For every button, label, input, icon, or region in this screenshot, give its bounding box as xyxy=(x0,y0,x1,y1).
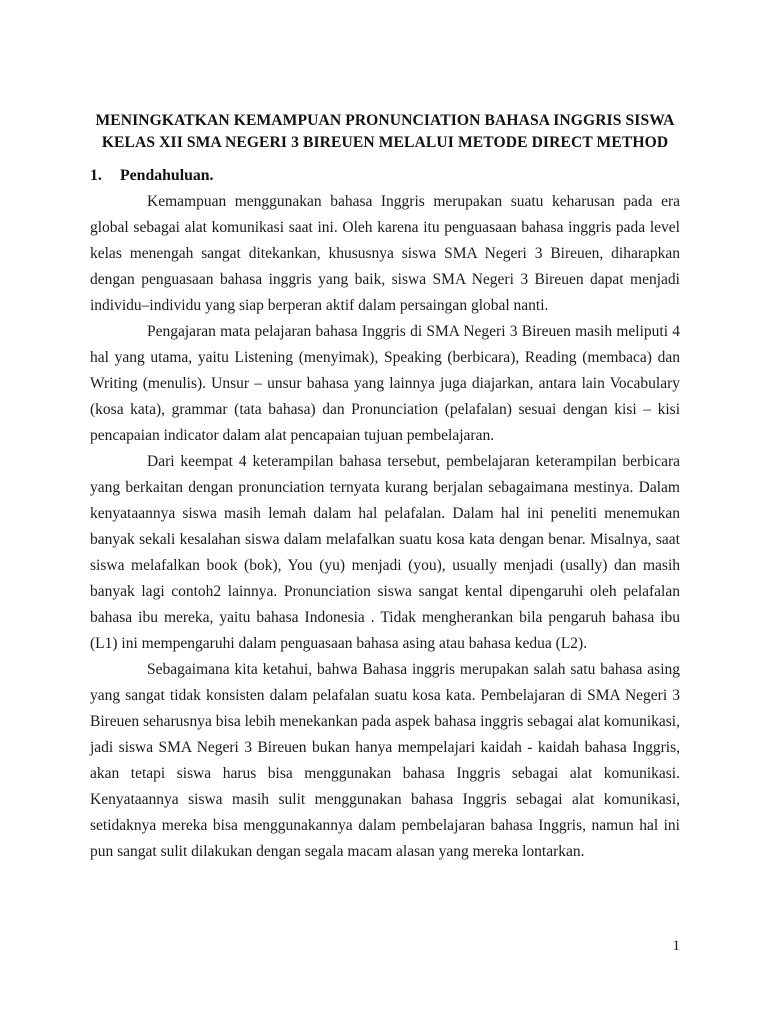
section-title: Pendahuluan. xyxy=(120,167,214,184)
paragraph-1: Kemampuan menggunakan bahasa Inggris merupakan suatu keharusan pada era global sebagai alat komunikasi saat ini. Oleh karena itu penguasaan bahasa inggris pada level kelas menengah sangat ditekankan, khususnya siswa SMA Negeri 3 Bireuen, diharapkan dengan penguasaan bahasa inggris yang baik, siswa SMA Negeri 3 Bireuen dapat menjadi individu–individu yang siap berperan aktif dalam persaingan global nanti. xyxy=(90,193,680,314)
section-number: 1. xyxy=(90,167,102,184)
paragraph-4: Sebagaimana kita ketahui, bahwa Bahasa inggris merupakan salah satu bahasa asing yang sangat tidak konsisten dalam pelafalan suatu kosa kata. Pembelajaran di SMA Negeri 3 Bireuen seharusnya bisa lebih menekankan pada aspek bahasa inggris sebagai alat komunikasi, jadi siswa SMA Negeri 3 Bireuen bukan hanya mempelajari kaidah - kaidah bahasa Inggris, akan tetapi siswa harus bisa menggunakan bahasa Inggris sebagai alat komunikasi. Kenyataannya siswa masih sulit menggunakan bahasa Inggris sebagai alat komunikasi, setidaknya mereka bisa menggunakannya dalam pembelajaran bahasa Inggris, namun hal ini pun sangat sulit dilakukan dengan segala macam alasan yang mereka lontarkan. xyxy=(90,661,680,860)
document-title xyxy=(90,110,680,154)
section-heading xyxy=(90,163,680,189)
document-title-line-2: KELAS XII SMA NEGERI 3 BIREUEN MELALUI METODE DIRECT METHOD xyxy=(101,134,669,151)
paragraph-2: Pengajaran mata pelajaran bahasa Inggris di SMA Negeri 3 Bireuen masih meliputi 4 hal yang utama, yaitu Listening (menyimak), Speaking (berbicara), Reading (membaca) dan Writing (menulis). Unsur – unsur bahasa yang lainnya juga diajarkan, antara lain Vocabulary (kosa kata), grammar (tata bahasa) dan Pronunciation (pelafalan) sesuai dengan kisi – kisi pencapaian indicator dalam alat pencapaian tujuan pembelajaran. xyxy=(90,323,680,444)
page-number: 1 xyxy=(672,938,680,954)
body-text xyxy=(90,189,680,865)
document-title-line-1: MENINGKATKAN KEMAMPUAN PRONUNCIATION BAHASA INGGRIS SISWA xyxy=(95,112,675,129)
document-content xyxy=(90,110,680,865)
paragraph-3: Dari keempat 4 keterampilan bahasa tersebut, pembelajaran keterampilan berbicara yang berkaitan dengan pronunciation ternyata kurang berjalan sebagaimana mestinya. Dalam kenyataannya siswa masih lemah dalam hal pelafalan. Dalam hal ini peneliti menemukan banyak sekali kesalahan siswa dalam melafalkan suatu kosa kata dengan benar. Misalnya, saat siswa melafalkan book (bok), You (yu) menjadi (you), usually menjadi (usally) dan masih banyak lagi contoh2 lainnya. Pronunciation siswa sangat kental dipengaruhi oleh pelafalan bahasa ibu mereka, yaitu bahasa Indonesia . Tidak mengherankan bila pengaruh bahasa ibu (L1) ini mempengaruhi dalam penguasaan bahasa asing atau bahasa kedua (L2). xyxy=(90,453,680,652)
